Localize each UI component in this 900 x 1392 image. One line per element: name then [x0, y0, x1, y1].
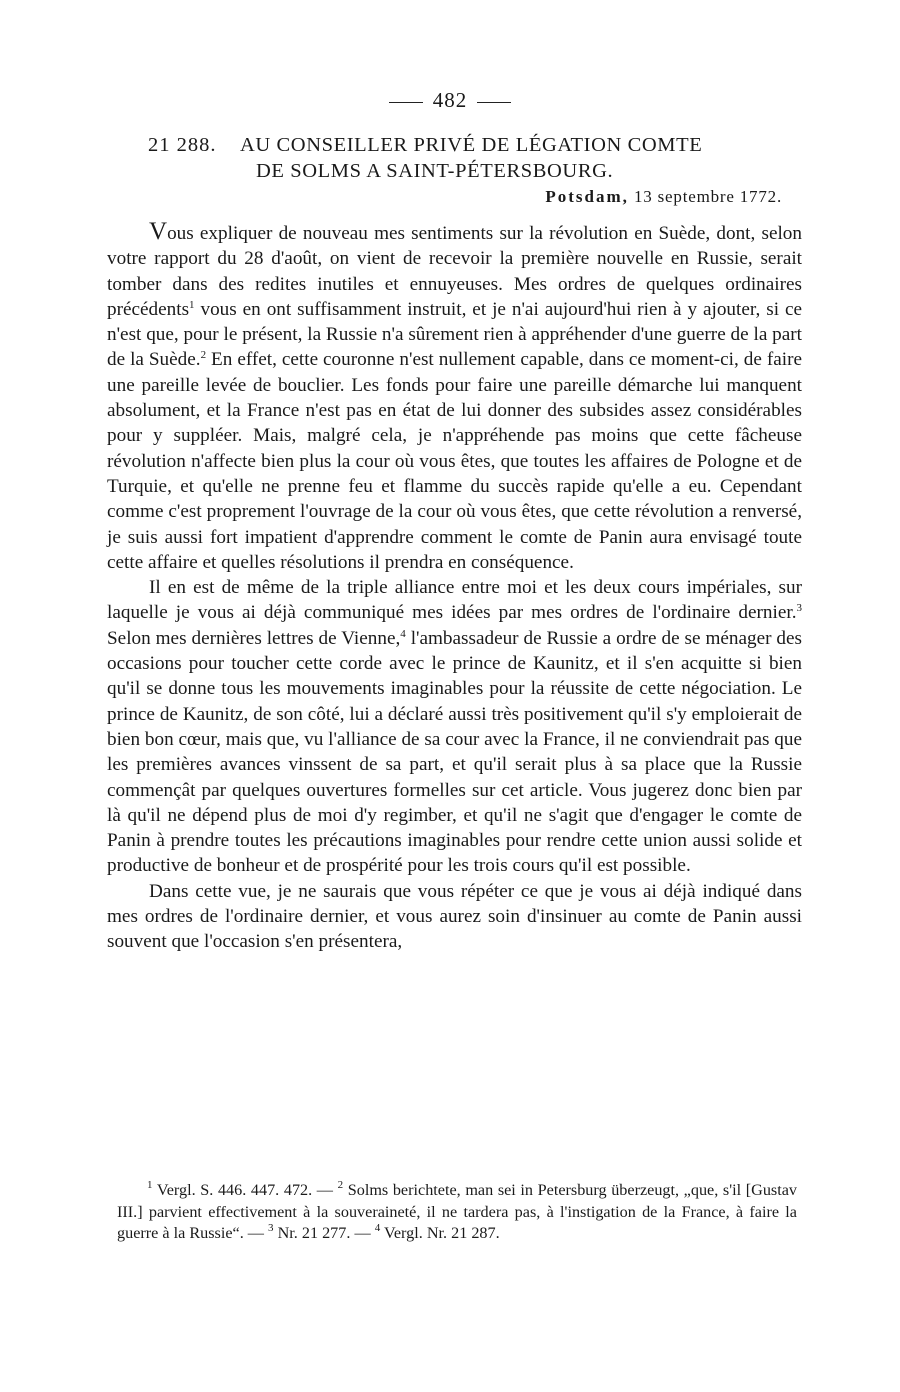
footnote-mark-3: 3	[268, 1222, 274, 1234]
footnote-mark-2: 2	[337, 1179, 344, 1191]
paragraph-1-text-b: vous en ont suffisamment instruit, et je n'ai aujourd'hui rien à y ajouter, si ce n'est que, pour le présent, la Russie n'a sûrement rien à appréhender d'une guerre de la part de la Suède.	[107, 298, 802, 371]
heading-title-line-2: DE SOLMS A SAINT-PÉTERSBOURG.	[256, 160, 614, 182]
page-number-dash-left	[389, 102, 423, 103]
dateline-place: Potsdam,	[545, 187, 629, 206]
footnote-1: Vergl. S. 446. 447. 472. —	[152, 1181, 338, 1199]
letter-heading	[148, 132, 788, 184]
paragraph-1-initial: V	[149, 218, 168, 245]
paragraph-1	[107, 219, 802, 575]
footnote-ref-1: 1	[189, 298, 195, 311]
paragraph-2-text-c: l'ambassadeur de Russie a ordre de se ménager des occasions pour toucher cette corde avec le prince de Kaunitz, et il s'en acquitte si bien qu'il se donne tous les mouvements imaginables pour la réussite de cette négociation. Le prince de Kaunitz, de son côté, lui a déclaré aussi très positivement qu'il s'y emploierait de bien bon cœur, mais que, vu l'alliance de sa cour avec la France, il ne conviendrait pas que les premières avances vinssent de sa part, et qu'il serait plus à sa place que la Russie commençât par quelques ouvertures formelles sur cet article. Vous jugerez donc bien par là qu'il ne dépend plus de moi d'y regimber, et qu'il ne s'agit que d'engager le comte de Panin à prendre toutes les précautions imaginables pour rendre cette union aussi solide et productive de bonheur et de prospérité pour les trois cours qu'il est possible.	[107, 627, 802, 877]
page-number-text: 482	[432, 88, 468, 112]
letter-body	[107, 219, 802, 955]
paragraph-1-text-c: En effet, cette couronne n'est nullement capable, dans ce moment-ci, de faire une pareille levée de bouclier. Les fonds pour faire une pareille démarche lui manquent absolument, et la France n'est pas en état de lui donner des subsides assez considérables pour y suppléer. Mais, malgré cela, je n'appréhende pas moins que cette fâcheuse révolution n'affecte bien plus la cour où vous êtes, que toutes les affaires de Pologne et de Turquie, et qu'elle ne prenne feu et flamme du succès rapide qu'elle a eu. Cependant comme c'est proprement l'ouvrage de la cour où vous êtes, que cette révolution a renversé, je suis aussi fort impatient d'apprendre comment le comte de Panin aura envisagé toute cette affaire et quelles résolutions il prendra en conséquence.	[107, 349, 802, 573]
footnote-mark-4: 4	[374, 1222, 381, 1234]
dateline-date: 13 septembre 1772.	[633, 187, 782, 206]
footnote-mark-1: 1	[147, 1179, 153, 1191]
footnotes	[117, 1180, 797, 1245]
paragraph-2-text-a: Il en est de même de la triple alliance entre moi et les deux cours impériales, sur laquelle je vous ai déjà communiqué mes idées par mes ordres de l'ordinaire dernier.	[107, 577, 802, 624]
document-number: 21 288.	[148, 134, 217, 156]
paragraph-2	[107, 575, 802, 879]
footnote-ref-4: 4	[400, 627, 406, 640]
page-number	[0, 88, 900, 113]
paragraph-3: Dans cette vue, je ne saurais que vous répéter ce que je vous ai déjà indiqué dans mes ordres de l'ordinaire dernier, et vous aurez soin d'insinuer au comte de Panin aussi souvent que l'occasion s'en présentera,	[107, 880, 802, 953]
page-number-dash-right	[477, 102, 511, 103]
dateline	[545, 187, 782, 207]
footnote-ref-2: 2	[200, 349, 207, 362]
footnotes-text	[117, 1180, 797, 1245]
paragraph-1-text-a: ous expliquer de nouveau mes sentiments sur la révolution en Suède, dont, selon votre rapport du 28 d'août, on vient de recevoir la première nouvelle en Russie, serait tomber dans des redites inutiles et ennuyeuses. Mes ordres de quelques ordinaires précédents	[107, 223, 802, 320]
footnote-ref-3: 3	[796, 602, 802, 615]
footnote-4: Vergl. Nr. 21 287.	[380, 1224, 500, 1242]
footnote-2: Solms berichtete, man sei in Petersburg überzeugt, „que, s'il [Gustav III.] parvient effectivement à la souveraineté, il ne tardera pas, à l'instigation de la France, à faire la guerre à la Russie“. —	[117, 1181, 797, 1242]
heading-line-1	[148, 132, 788, 158]
footnote-3: Nr. 21 277. —	[273, 1224, 375, 1242]
paragraph-2-text-b: Selon mes dernières lettres de Vienne,	[107, 627, 401, 649]
heading-title-line-1: AU CONSEILLER PRIVÉ DE LÉGATION COMTE	[240, 134, 703, 156]
